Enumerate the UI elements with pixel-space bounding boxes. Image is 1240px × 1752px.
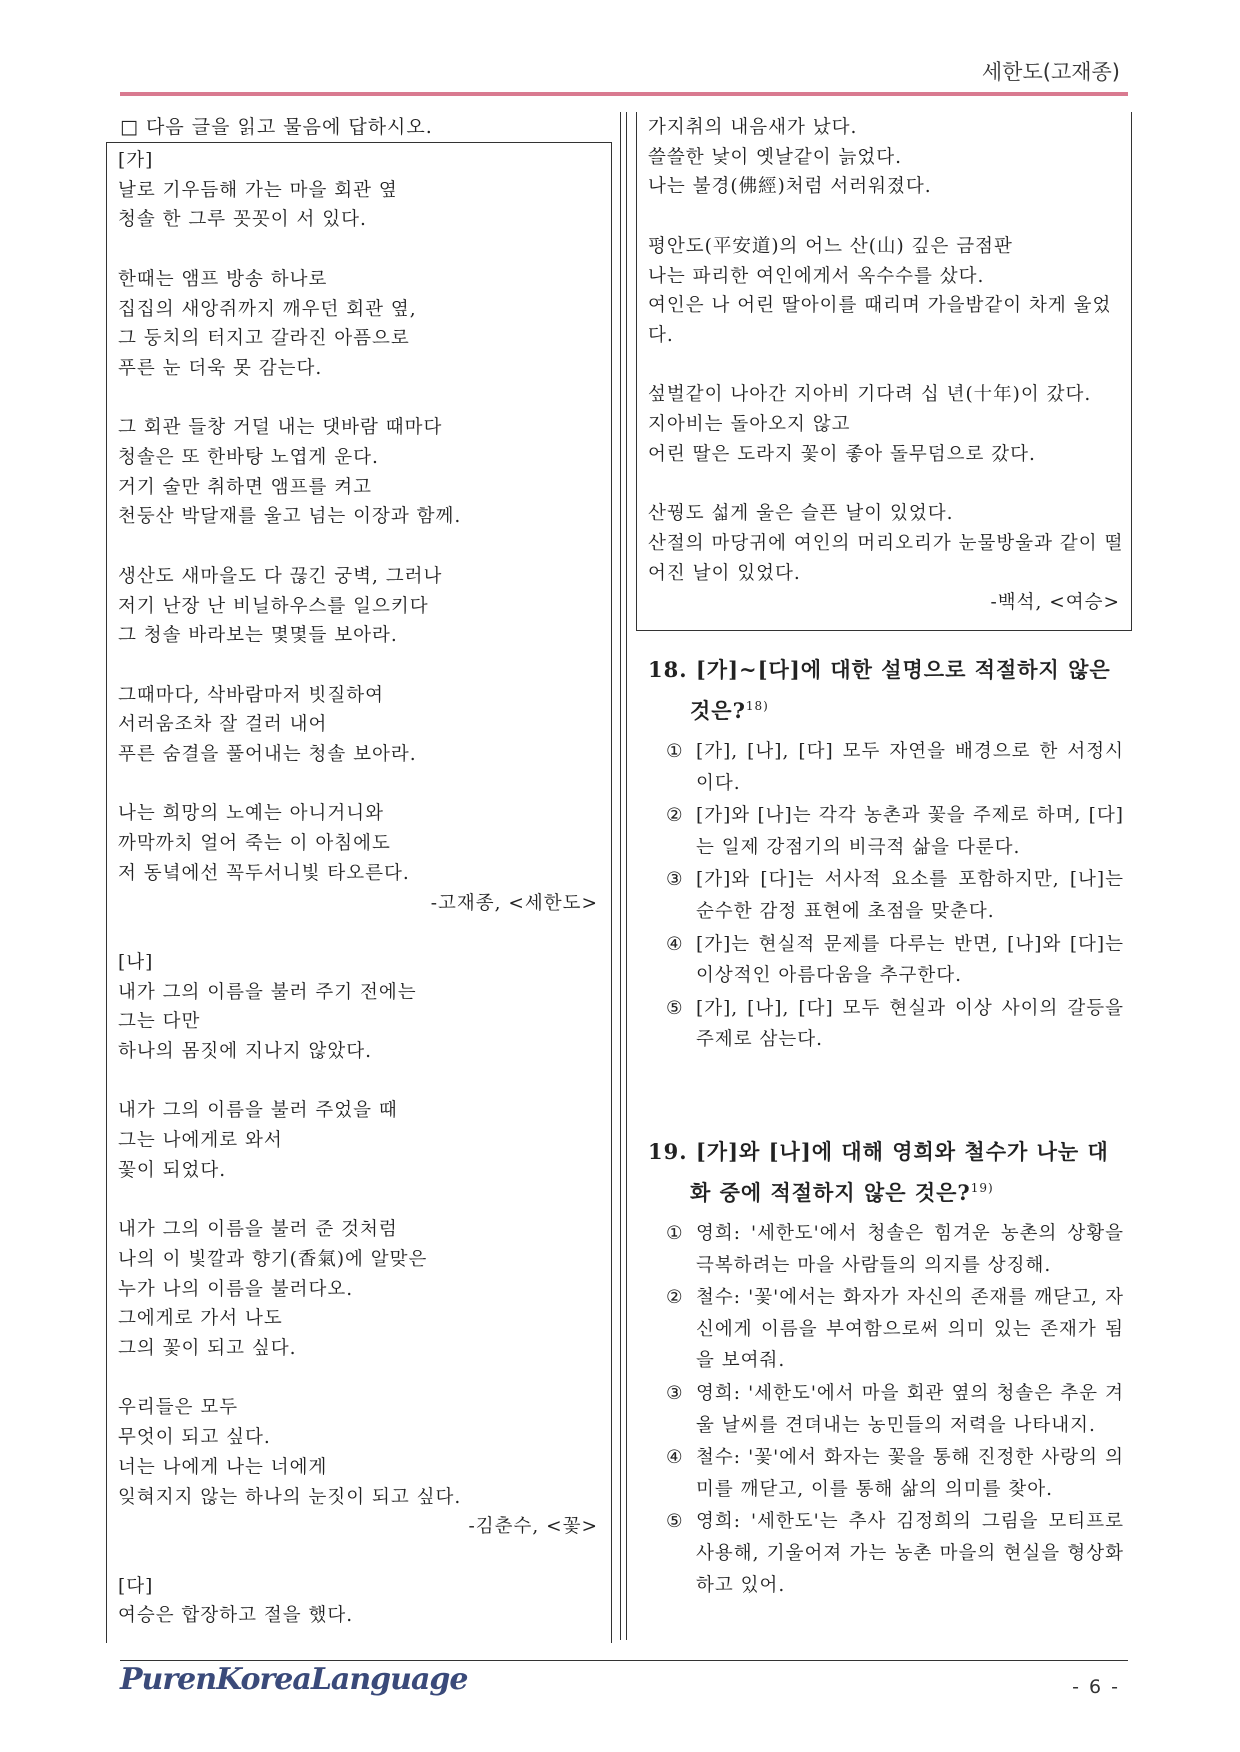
answer-choice[interactable] — [648, 864, 1124, 927]
poem-line: 잊혀지지 않는 하나의 눈짓이 되고 싶다. — [118, 1486, 462, 1508]
choice-number: ⑤ — [666, 1511, 684, 1533]
answer-choice[interactable] — [648, 1378, 1124, 1441]
poem-line: 산꿩도 섧게 울은 슬픈 날이 있었다. — [648, 503, 954, 525]
poem-line: 청솔은 또 한바탕 노엽게 운다. — [118, 447, 379, 468]
poem-line: 어린 딸은 도라지 꽃이 좋아 돌무덤으로 갔다. — [648, 443, 1036, 465]
poem-line: 내가 그의 이름을 불러 준 것처럼 — [118, 1219, 398, 1241]
answer-choice[interactable] — [648, 736, 1124, 799]
answer-choice[interactable] — [648, 1218, 1124, 1281]
answer-choice[interactable] — [648, 993, 1124, 1056]
poem-line: 나는 불경(佛經)처럼 서러워졌다. — [648, 176, 932, 198]
poem-label: [나] — [118, 951, 154, 973]
poem-line: 푸른 눈 더욱 못 감는다. — [118, 357, 323, 379]
choice-text: 철수: '꽃'에서는 화자가 자신의 존재를 깨닫고, 자신에게 이름을 부여함으로써 의미 있는 존재가 됨을 보여줘. — [696, 1287, 1124, 1372]
poem-line: 한때는 앰프 방송 하나로 — [118, 268, 328, 290]
poem-line: 산절의 마당귀에 여인의 머리오리가 눈물방울과 같이 떨어진 날이 있었다. — [648, 532, 1124, 584]
poem-line: 천둥산 박달재를 울고 넘는 이장과 함께. — [118, 506, 462, 528]
poem-line: 그 회관 들창 거덜 내는 댓바람 때마다 — [118, 417, 443, 439]
choice-text: [가], [나], [다] 모두 자연을 배경으로 한 서정시이다. — [696, 741, 1124, 794]
brand-logo: PurenKoreaLanguage — [120, 1662, 468, 1697]
passage-right — [648, 113, 1124, 618]
footer-rule — [120, 1660, 1128, 1661]
question-18 — [648, 652, 1124, 1056]
poem-line: 여인은 나 어린 딸아이를 때리며 가을밤같이 차게 울었다. — [648, 295, 1112, 346]
poem-line: 그는 나에게로 와서 — [118, 1130, 283, 1152]
poem-line: 서러움조차 잘 걸러 내어 — [118, 714, 328, 736]
poem-line: 거기 술만 취하면 앰프를 켜고 — [118, 476, 372, 498]
column-divider — [620, 112, 621, 1640]
poem-line: 그때마다, 삭바람마저 빗질하여 — [118, 684, 384, 706]
poem-line: 날로 기우듬해 가는 마을 회관 옆 — [118, 179, 398, 201]
poem-line: 평안도(平安道)의 어느 산(山) 깊은 금점판 — [648, 235, 1013, 257]
footnote-marker: 19) — [970, 1181, 994, 1195]
poem-line: 지아비는 돌아오지 않고 — [648, 414, 851, 435]
poem-line: 꽃이 되었다. — [118, 1159, 227, 1181]
answer-choice[interactable] — [648, 1442, 1124, 1505]
choice-number: ② — [666, 1287, 684, 1309]
choice-text: 철수: '꽃'에서 화자는 꽃을 통해 진정한 사랑의 의미를 깨닫고, 이를 통해 삶의 의미를 찾아. — [696, 1447, 1124, 1500]
poem-line: 그에게로 가서 나도 — [118, 1308, 283, 1330]
poem-line: 가지취의 내음새가 났다. — [648, 117, 858, 138]
poem-line: 하나의 몸짓에 지나지 않았다. — [118, 1041, 372, 1062]
choice-number: ④ — [666, 1447, 684, 1469]
poem-line: 섶벌같이 나아간 지아비 기다려 십 년(十年)이 갔다. — [648, 384, 1092, 406]
poem-line: 쓸쓸한 낯이 옛날같이 늙었다. — [648, 146, 902, 168]
poem-source: -고재종, <세한도> — [430, 892, 598, 914]
poem-line: 내가 그의 이름을 불러 주었을 때 — [118, 1100, 398, 1122]
poem-line: 나는 희망의 노예는 아니거니와 — [118, 803, 384, 825]
choice-number: ① — [666, 1223, 684, 1244]
page-number: - 6 - — [1072, 1676, 1120, 1698]
answer-choice[interactable] — [648, 800, 1124, 863]
poem-source: -김춘수, <꽃> — [468, 1516, 598, 1538]
poem-line: 무엇이 되고 싶다. — [118, 1427, 271, 1449]
poem-line: 그는 다만 — [118, 1011, 201, 1033]
choice-number: ③ — [666, 1382, 684, 1404]
choice-number: ② — [666, 805, 684, 827]
question-stem: 18. [가]~[다]에 대한 설명으로 적절하지 않은 것은?$^{18)}$ — [648, 657, 1111, 723]
poem-line: 너는 나에게 나는 너에게 — [118, 1456, 328, 1478]
poem-line: 그의 꽃이 되고 싶다. — [118, 1338, 297, 1359]
answer-choice[interactable] — [648, 1506, 1124, 1601]
poem-line: 그 청솔 바라보는 몇몇들 보아라. — [118, 625, 398, 647]
poem-line: 내가 그의 이름을 불러 주기 전에는 — [118, 981, 417, 1003]
choice-text: 영희: '세한도'에서 마을 회관 옆의 청솔은 추운 겨울 날씨를 견뎌내는 농민들의 저력을 나타내지. — [696, 1382, 1124, 1436]
poem-line: 푸른 숨결을 풀어내는 청솔 보아라. — [118, 744, 417, 765]
poem-label: [다] — [118, 1575, 154, 1597]
poem-line: 나의 이 빛깔과 향기(香氣)에 알맞은 — [118, 1248, 428, 1270]
column-divider — [626, 112, 627, 1640]
choice-number: ⑤ — [666, 997, 684, 1019]
choice-text: [가]와 [나]는 각각 농촌과 꽃을 주제로 하며, [다]는 일제 강점기의 비극적 삶을 다룬다. — [696, 805, 1124, 858]
choice-text: [가], [나], [다] 모두 현실과 이상 사이의 갈등을 주제로 삼는다. — [696, 997, 1124, 1051]
header-title: 세한도(고재종) — [981, 60, 1120, 84]
choice-text: 영희: '세한도'에서 청솔은 힘겨운 농촌의 상황을 극복하려는 마을 사람들의 의지를 상징해. — [696, 1223, 1124, 1276]
choice-text: [가]와 [다]는 서사적 요소를 포함하지만, [나]는 순수한 감정 표현에 초점을 맞춘다. — [696, 869, 1124, 922]
choice-number: ① — [666, 741, 684, 762]
choice-text: 영희: '세한도'는 추사 김정희의 그림을 모티프로 사용해, 기울어져 가는 농촌 마을의 현실을 형상화하고 있어. — [696, 1511, 1124, 1596]
footnote-marker: 18) — [745, 699, 769, 713]
poem-line: 저 동녘에선 꼭두서니빛 타오른다. — [118, 862, 410, 884]
answer-choice[interactable] — [648, 929, 1124, 992]
poem-line: 여승은 합장하고 절을 했다. — [118, 1605, 354, 1627]
poem-line: 청솔 한 그루 꼿꼿이 서 있다. — [118, 209, 367, 231]
header-rule — [120, 92, 1128, 96]
poem-source: -백석, <여승> — [990, 592, 1120, 614]
poem-line: 집집의 새앙쥐까지 깨우던 회관 옆, — [118, 298, 417, 320]
poem-line: 우리들은 모두 — [118, 1397, 239, 1419]
poem-label: [가] — [118, 150, 154, 171]
poem-line: 누가 나의 이름을 불러다오. — [118, 1278, 354, 1300]
poem-line: 까막까치 얼어 죽는 이 아침에도 — [118, 833, 391, 855]
question-19 — [648, 1134, 1124, 1601]
poem-line: 나는 파리한 여인에게서 옥수수를 샀다. — [648, 265, 985, 287]
choice-number: ④ — [666, 933, 684, 955]
choice-text: [가]는 현실적 문제를 다루는 반면, [나]와 [다]는 이상적인 아름다움을 추구한다. — [696, 933, 1124, 987]
question-stem: 19. [가]와 [나]에 대해 영희와 철수가 나눈 대화 중에 적절하지 않은 것은?$^{19)}$ — [648, 1139, 1109, 1205]
answer-choice[interactable] — [648, 1282, 1124, 1377]
poem-line: 그 둥치의 터지고 갈라진 아픔으로 — [118, 328, 410, 350]
poem-line: 생산도 새마을도 다 끊긴 궁벽, 그러나 — [118, 565, 443, 587]
poem-line: 저기 난장 난 비닐하우스를 일으키다 — [118, 595, 429, 617]
passage-left — [118, 146, 602, 1631]
instruction: □ 다음 글을 읽고 물음에 답하시오. — [120, 116, 433, 138]
choice-number: ③ — [666, 869, 684, 891]
